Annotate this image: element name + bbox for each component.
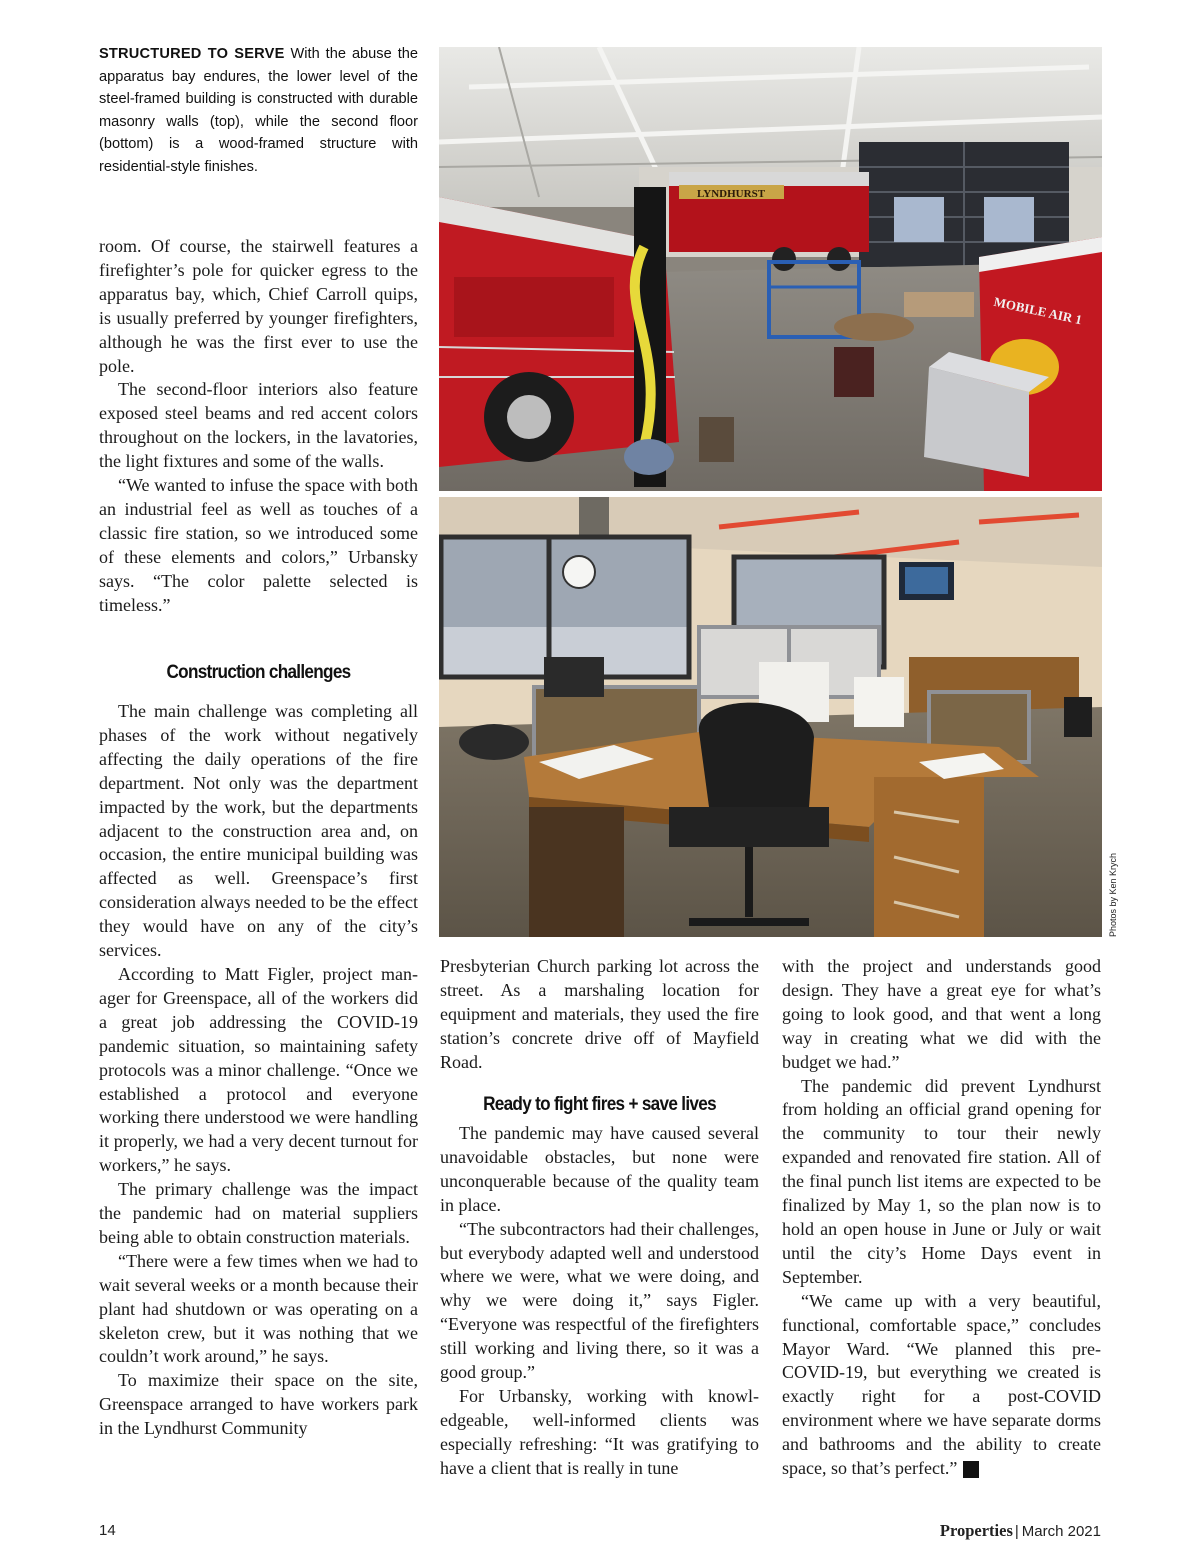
caption-text: With the abuse the apparatus bay endures, the lower level of the steel-framed building is constructed with durable masonry walls (top), while the second floor (bottom) is a wood-framed structure with residential-style finishes. bbox=[99, 46, 418, 175]
photo-caption bbox=[99, 43, 418, 178]
photo-apparatus-bay bbox=[439, 47, 1102, 491]
subhead-construction-challenges: Construction challenges bbox=[166, 661, 351, 683]
page-number: 14 bbox=[99, 1522, 116, 1539]
paragraph: with the project and understands good design. They have a great eye for what’s going to look good, and that went a long way in creating what we did with the budget we had.” bbox=[782, 956, 1101, 1072]
end-mark-icon: P bbox=[963, 1461, 979, 1478]
paragraph-last bbox=[782, 1290, 1101, 1481]
publication-name: Properties bbox=[939, 1521, 1013, 1540]
column-1-bottom bbox=[99, 700, 418, 1441]
paragraph: The primary challenge was the impact the pandemic had on material suppliers being able to obtain construction materials. bbox=[99, 1179, 418, 1247]
column-2-bottom bbox=[440, 1122, 759, 1481]
photo-second-floor-office bbox=[439, 497, 1102, 937]
paragraph: The second-floor interiors also feature exposed steel beams and red accent colors throughout on the lockers, in the lavatories, the light fixtures and some of the walls. bbox=[99, 379, 418, 472]
paragraph: The main challenge was completing all phases of the work without negatively affecting the daily operations of the fire department. Not only was the department impacted by the work, but the departments adjacent to the construction area and, on occasion, the entire municipal building was affected as well. Greenspace’s first consideration always needed to be the effect they would have on any of the city’s services. bbox=[99, 701, 418, 961]
paragraph: According to Matt Figler, project manager for Greenspace, all of the workers did a great job addressing the COVID-19 pandemic situation, so maintaining safety protocols was a minor challenge. “Once we established a protocol and everyone working there understood we were handling it properly, we had a very decent turnout for workers,” he says. bbox=[99, 963, 418, 1176]
paragraph: “There were a few times when we had to wait several weeks or a month because their plant had shutdown or was operating on a skeleton crew, but it was nothing that we couldn’t work around,” he says. bbox=[99, 1250, 418, 1367]
paragraph: For Urbansky, working with knowledgeable, well-informed clients was especially refreshing: “It was gratifying to have a client that is really in tune bbox=[440, 1385, 759, 1478]
truck-sign-text: LYNDHURST bbox=[696, 188, 766, 200]
subhead-ready-to-fight-fires: Ready to fight fires + save lives bbox=[483, 1093, 716, 1115]
paragraph: The pandemic may have caused several unavoidable obstacles, but none were unconquerable because of the quality team in place. bbox=[440, 1123, 759, 1215]
paragraph: room. Of course, the stairwell features a firefighter’s pole for quicker egress to the apparatus bay, which, Chief Carroll quips, is usually preferred by younger firefighters, although he was the first ever to use the pole. bbox=[99, 236, 418, 376]
caption-lead: STRUCTURED TO SERVE bbox=[99, 46, 285, 62]
closing-quote-text: “We came up with a very beautiful, functional, comfortable space,” concludes Mayor Ward. “We planned this pre-COVID-19, but everything we created is exactly right for a post-COVID environment where we have separate dorms and bathrooms and the ability to create space, so that’s perfect.” bbox=[782, 1290, 1101, 1479]
paragraph: “The subcontractors had their challenges, but everybody adapted well and understood where we were, what we were doing, and why we were doing it,” says Figler. “Everyone was respectful of the firefighters still working and living there, so it was a good group.” bbox=[440, 1218, 759, 1383]
photo-credit: Photos by Ken Krych bbox=[1108, 852, 1118, 937]
column-2 bbox=[440, 955, 759, 1075]
paragraph: Presbyterian Church parking lot across the street. As a marshaling location for equipment and materials, they used the fire station’s concrete drive off of Mayfield Road. bbox=[440, 956, 759, 1072]
paragraph: “We wanted to infuse the space with both an industrial feel as well as touches of a classic fire station, so we introduced some of these elements and colors,” Urbansky says. “The color palette selected is timeless.” bbox=[99, 475, 418, 615]
paragraph: To maximize their space on the site, Greenspace arranged to have workers park in the Lyndhurst Community bbox=[99, 1370, 418, 1439]
column-1-top bbox=[99, 235, 418, 618]
issue-date: March 2021 bbox=[1021, 1523, 1101, 1540]
footer-publication bbox=[940, 1521, 1101, 1541]
footer-separator: | bbox=[1014, 1523, 1019, 1540]
paragraph: The pandemic did prevent Lyndhurst from holding an official grand opening for the community to tour their newly expanded and renovated fire station. All of the final punch list items are expected to be finalized by May 1, so the plan now is to hold an open house in June or July or wait until the city’s Home Days event in September. bbox=[782, 1075, 1101, 1287]
column-3 bbox=[782, 955, 1101, 1481]
vehicle-label-text: MOBILE AIR 1 bbox=[992, 293, 1084, 328]
